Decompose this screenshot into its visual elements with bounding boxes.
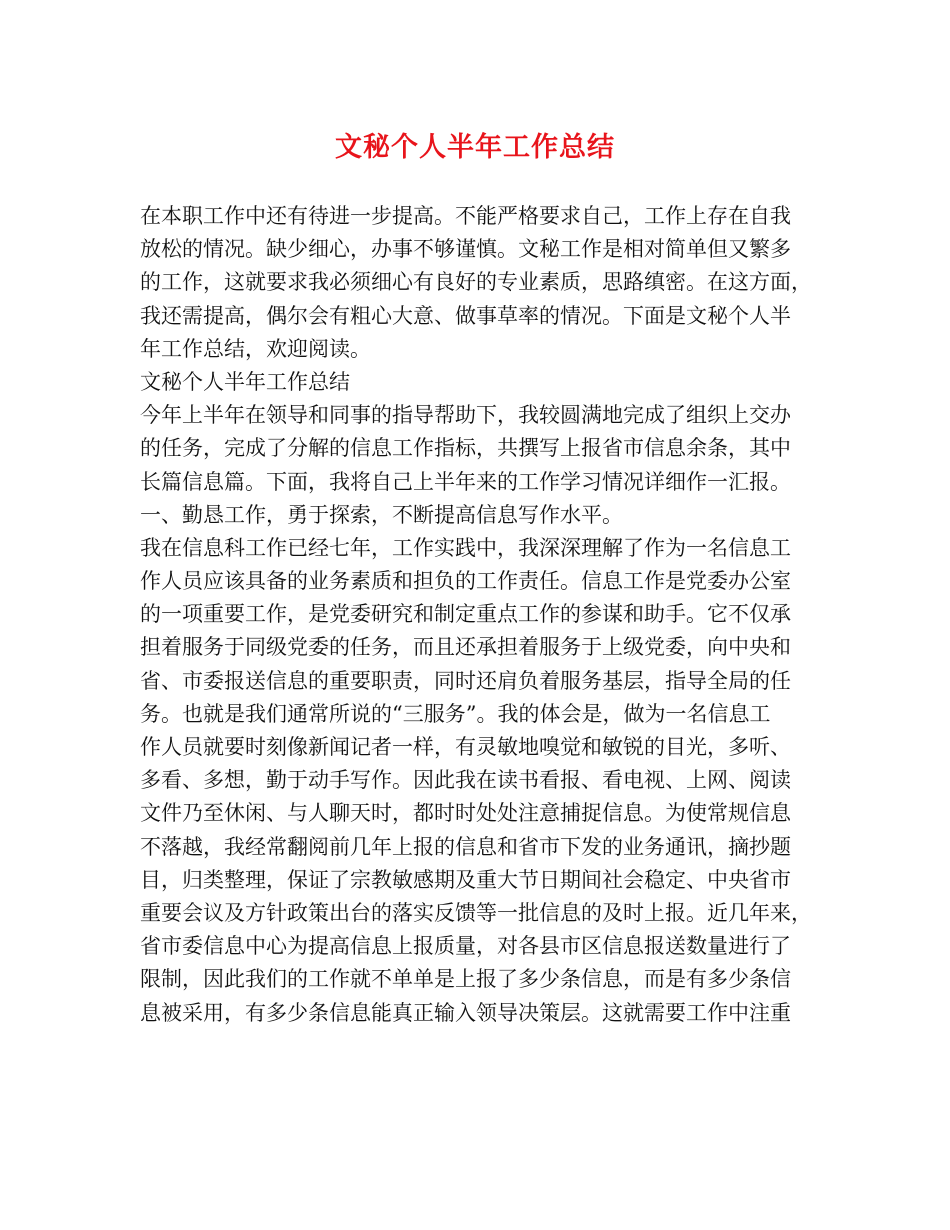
body-line: 长篇信息篇。下面，我将自己上半年来的工作学习情况详细作一汇报。: [140, 469, 791, 494]
body-line: 限制，因此我们的工作就不单单是上报了多少条信息，而是有多少条信: [140, 967, 791, 992]
body-line: 我还需提高，偶尔会有粗心大意、做事草率的情况。下面是文秘个人半: [140, 303, 791, 328]
body-line: 的任务，完成了分解的信息工作指标，共撰写上报省市信息余条，其中: [140, 436, 791, 461]
body-line: 多看、多想，勤于动手写作。因此我在读书看报、看电视、上网、阅读: [140, 768, 791, 793]
body-line: 在本职工作中还有待进一步提高。不能严格要求自己，工作上存在自我: [140, 204, 791, 228]
body-line: 省、市委报送信息的重要职责，同时还肩负着服务基层，指导全局的任: [140, 668, 791, 693]
body-line: 作人员就要时刻像新闻记者一样，有灵敏地嗅觉和敏锐的目光，多听、: [140, 735, 791, 759]
body-line: 不落越，我经常翻阅前几年上报的信息和省市下发的业务通讯，摘抄题: [140, 834, 791, 859]
document-body: [140, 200, 820, 1030]
body-line: 我在信息科工作已经七年，工作实践中，我深深理解了作为一名信息工: [140, 535, 791, 560]
body-line: 一、勤恳工作，勇于探索，不断提高信息写作水平。: [140, 502, 623, 527]
body-line: 担着服务于同级党委的任务，而且还承担着服务于上级党委，向中央和: [140, 635, 791, 660]
body-line: 文秘个人半年工作总结: [140, 369, 350, 394]
body-line: 今年上半年在领导和同事的指导帮助下，我较圆满地完成了组织上交办: [140, 403, 791, 428]
body-line: 目，归类整理，保证了宗教敏感期及重大节日期间社会稳定、中央省市: [140, 867, 791, 892]
document-title: 文秘个人半年工作总结: [335, 132, 615, 163]
body-line: 作人员应该具备的业务素质和担负的工作责任。信息工作是党委办公室: [140, 569, 791, 594]
body-line: 放松的情况。缺少细心，办事不够谨慎。文秘工作是相对简单但又繁多: [140, 237, 791, 262]
body-line: 务。也就是我们通常所说的“三服务”。我的体会是，做为一名信息工: [140, 701, 771, 726]
body-line: 的工作，这就要求我必须细心有良好的专业素质，思路缜密。在这方面，: [140, 270, 812, 295]
body-line: 年工作总结，欢迎阅读。: [140, 336, 371, 361]
body-line: 的一项重要工作，是党委研究和制定重点工作的参谋和助手。它不仅承: [140, 602, 791, 627]
body-line: 省市委信息中心为提高信息上报质量，对各县市区信息报送数量进行了: [140, 934, 791, 959]
body-line: 息被采用，有多少条信息能真正输入领导决策层。这就需要工作中注重: [140, 1000, 791, 1025]
body-line: 重要会议及方针政策出台的落实反馈等一批信息的及时上报。近几年来，: [140, 900, 812, 925]
body-line: 文件乃至休闲、与人聊天时，都时时处处注意捕捉信息。为使常规信息: [140, 801, 791, 826]
